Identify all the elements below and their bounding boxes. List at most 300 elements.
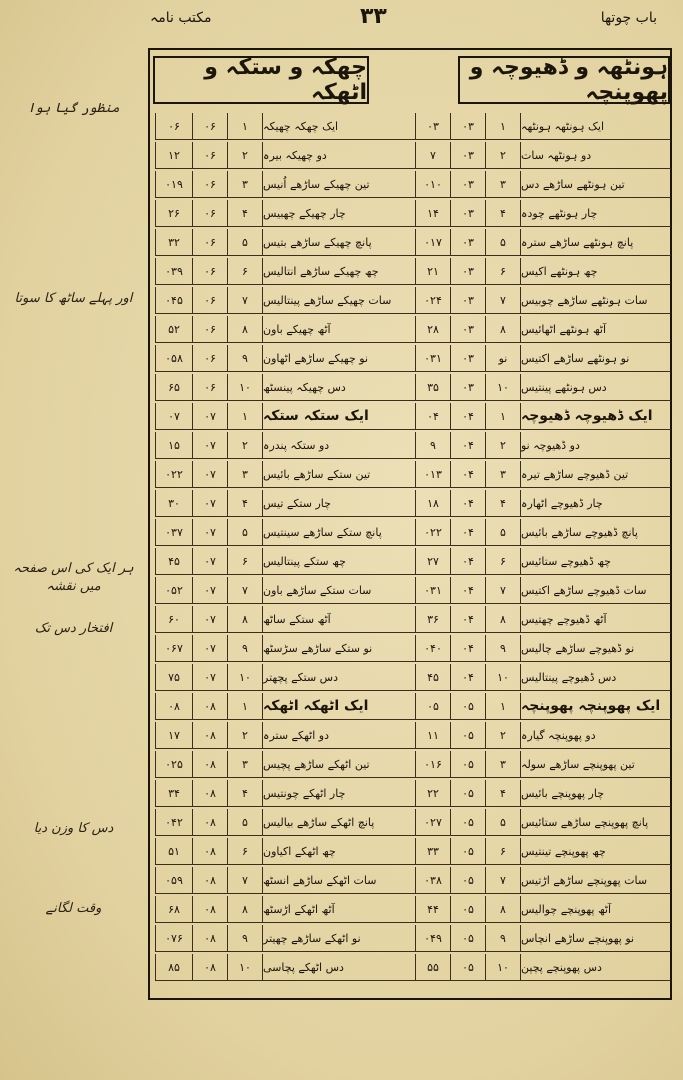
book-title-header: مکتب نامہ (150, 10, 212, 26)
count-cell: ۱۰ (227, 954, 262, 980)
rate-cell: ۰۶ (192, 316, 227, 342)
right-table-title: ہونٹھہ و ڈھیوچہ و پھوپنچہ (458, 56, 670, 104)
rate-cell: ۰۴ (450, 490, 485, 516)
product-cell: ۷۵ (155, 664, 192, 690)
name-cell: سات ستکے ساڑھے باون (262, 577, 415, 603)
name-cell: پانچ اٹھکے ساڑھے بیالیس (262, 809, 415, 835)
rate-cell: ۰۴ (450, 577, 485, 603)
product-cell: ۰۲۷ (415, 809, 450, 835)
count-cell: ۳ (227, 751, 262, 777)
count-cell: ۶ (227, 258, 262, 284)
count-cell: ۲ (485, 722, 520, 748)
name-cell: پانچ ہونٹھے ساڑھے سترہ (520, 229, 671, 255)
table-row (415, 809, 671, 836)
name-cell: دو ڈھیوچہ نو (520, 432, 671, 458)
product-cell: ۰۳۹ (155, 258, 192, 284)
count-cell: ۹ (485, 925, 520, 951)
table-row (155, 751, 415, 778)
count-cell: ۱ (485, 113, 520, 139)
name-cell: تین اٹھکے ساڑھے پچیس (262, 751, 415, 777)
table-row (415, 896, 671, 923)
table-row (415, 200, 671, 227)
name-cell: دس ستکے پچھتر (262, 664, 415, 690)
name-cell: ایک ڈھیوچہ ڈھیوچہ (520, 403, 671, 429)
rate-cell: ۰۶ (192, 258, 227, 284)
product-cell: ۳۳ (415, 838, 450, 864)
rate-cell: ۰۶ (192, 374, 227, 400)
count-cell: ۱۰ (485, 954, 520, 980)
name-cell: دس ڈھیوچے پینتالیس (520, 664, 671, 690)
table-row (415, 606, 671, 633)
rate-cell: ۰۸ (192, 693, 227, 719)
name-cell: سات ڈھیوچے ساڑھے اکتیس (520, 577, 671, 603)
product-cell: ۰۵۹ (155, 867, 192, 893)
name-cell: آٹھ ہونٹھے اٹھائیس (520, 316, 671, 342)
product-cell: ۰۱۹ (155, 171, 192, 197)
count-cell: ۲ (227, 722, 262, 748)
table-row (415, 722, 671, 749)
rate-cell: ۰۳ (450, 142, 485, 168)
count-cell: ۹ (227, 635, 262, 661)
name-cell: دو ہونٹھہ سات (520, 142, 671, 168)
product-cell: ۵۱ (155, 838, 192, 864)
rate-cell: ۰۵ (450, 867, 485, 893)
table-row (155, 287, 415, 314)
product-cell: ۲۶ (155, 200, 192, 226)
count-cell: ۷ (227, 867, 262, 893)
product-cell: ۳۴ (155, 780, 192, 806)
table-row (415, 925, 671, 952)
name-cell: چھ ڈھیوچے ستائیس (520, 548, 671, 574)
name-cell: آٹھ ستکے ساٹھ (262, 606, 415, 632)
product-cell: ۶۵ (155, 374, 192, 400)
table-row (415, 490, 671, 517)
product-cell: ۰۴۹ (415, 925, 450, 951)
product-cell: ۶۰ (155, 606, 192, 632)
count-cell: ۸ (227, 896, 262, 922)
rate-cell: ۰۸ (192, 722, 227, 748)
name-cell: ایک ہونٹھہ ہونٹھہ (520, 113, 671, 139)
table-row (155, 722, 415, 749)
product-cell: ۵۵ (415, 954, 450, 980)
count-cell: ۹ (485, 635, 520, 661)
rate-cell: ۰۵ (450, 780, 485, 806)
table-row (415, 403, 671, 430)
table-row (415, 751, 671, 778)
rate-cell: ۰۳ (450, 374, 485, 400)
count-cell: ۳ (485, 751, 520, 777)
table-row (415, 171, 671, 198)
name-cell: سات اٹھکے ساڑھے انسٹھ (262, 867, 415, 893)
count-cell: ۱ (227, 693, 262, 719)
count-cell: نو (485, 345, 520, 371)
name-cell: ایک اٹھکہ اٹھکہ (262, 693, 415, 719)
rate-cell: ۰۷ (192, 461, 227, 487)
rate-cell: ۰۴ (450, 432, 485, 458)
rate-cell: ۰۵ (450, 751, 485, 777)
product-cell: ۱۴ (415, 200, 450, 226)
product-cell: ۰۷۶ (155, 925, 192, 951)
count-cell: ۸ (227, 316, 262, 342)
name-cell: تین چھیکے ساڑھے اُنیس (262, 171, 415, 197)
product-cell: ۰۴۲ (155, 809, 192, 835)
rate-cell: ۰۳ (450, 171, 485, 197)
margin-note: اور پہلے ساٹھ کا سوتا (14, 291, 133, 306)
product-cell: ۳۰ (155, 490, 192, 516)
table-row (155, 432, 415, 459)
rate-cell: ۰۵ (450, 925, 485, 951)
rate-cell: ۰۳ (450, 316, 485, 342)
count-cell: ۵ (485, 809, 520, 835)
table-row (415, 142, 671, 169)
name-cell: نو چھیکے ساڑھے اٹھاون (262, 345, 415, 371)
product-cell: ۱۵ (155, 432, 192, 458)
count-cell: ۱ (485, 693, 520, 719)
rate-cell: ۰۸ (192, 954, 227, 980)
count-cell: ۸ (485, 606, 520, 632)
name-cell: دس اٹھکے پچاسی (262, 954, 415, 980)
rate-cell: ۰۸ (192, 896, 227, 922)
product-cell: ۰۱۰ (415, 171, 450, 197)
product-cell: ۲۸ (415, 316, 450, 342)
table-row (155, 403, 415, 430)
product-cell: ۰۴ (415, 403, 450, 429)
rate-cell: ۰۸ (192, 925, 227, 951)
rate-cell: ۰۶ (192, 142, 227, 168)
product-cell: ۰۴۰ (415, 635, 450, 661)
count-cell: ۷ (227, 287, 262, 313)
name-cell: دس ہونٹھے پینتیس (520, 374, 671, 400)
table-row (155, 519, 415, 546)
count-cell: ۴ (227, 200, 262, 226)
rate-cell: ۰۸ (192, 751, 227, 777)
product-cell: ۱۸ (415, 490, 450, 516)
name-cell: نو ہونٹھے ساڑھے اکتیس (520, 345, 671, 371)
name-cell: پانچ ڈھیوچے ساڑھے بائیس (520, 519, 671, 545)
product-cell: ۰۲۴ (415, 287, 450, 313)
name-cell: چھ اٹھکے اکیاون (262, 838, 415, 864)
table-row (415, 548, 671, 575)
count-cell: ۳ (227, 461, 262, 487)
name-cell: نو اٹھکے ساڑھے چھیتر (262, 925, 415, 951)
name-cell: تین ڈھیوچے ساڑھے تیرہ (520, 461, 671, 487)
count-cell: ۲ (485, 142, 520, 168)
table-row (155, 258, 415, 285)
count-cell: ۵ (227, 809, 262, 835)
product-cell: ۰۲۵ (155, 751, 192, 777)
rate-cell: ۰۷ (192, 577, 227, 603)
left-table-title: چھکہ و ستکہ و اٹھکہ (153, 56, 369, 104)
table-row (155, 577, 415, 604)
count-cell: ۱۰ (227, 664, 262, 690)
name-cell: دس پھوپنچے پچپن (520, 954, 671, 980)
name-cell: آٹھ ڈھیوچے چھتیس (520, 606, 671, 632)
count-cell: ۱ (227, 403, 262, 429)
count-cell: ۴ (485, 200, 520, 226)
table-row (155, 171, 415, 198)
count-cell: ۱ (485, 403, 520, 429)
name-cell: چھ ہونٹھے اکیس (520, 258, 671, 284)
rate-cell: ۰۴ (450, 461, 485, 487)
name-cell: آٹھ پھوپنچے چوالیس (520, 896, 671, 922)
page-number: ۳۳ (360, 4, 387, 29)
name-cell: چار اٹھکے چونتیس (262, 780, 415, 806)
count-cell: ۳ (485, 171, 520, 197)
name-cell: سات پھوپنچے ساڑھے اڑتیس (520, 867, 671, 893)
rate-cell: ۰۵ (450, 896, 485, 922)
product-cell: ۷ (415, 142, 450, 168)
table-row (155, 345, 415, 372)
table-row (415, 954, 671, 981)
product-cell: ۰۷ (155, 403, 192, 429)
product-cell: ۰۸ (155, 693, 192, 719)
table-row (155, 548, 415, 575)
count-cell: ۱۰ (485, 374, 520, 400)
product-cell: ۸۵ (155, 954, 192, 980)
table-row (415, 258, 671, 285)
table-row (415, 577, 671, 604)
table-row (155, 925, 415, 952)
rate-cell: ۰۶ (192, 200, 227, 226)
table-row (415, 838, 671, 865)
rate-cell: ۰۷ (192, 519, 227, 545)
chapter-header: باب چوتھا (600, 10, 657, 26)
product-cell: ۰۴۵ (155, 287, 192, 313)
rate-cell: ۰۶ (192, 113, 227, 139)
rate-cell: ۰۵ (450, 809, 485, 835)
name-cell: ایک چھکہ چھیکہ (262, 113, 415, 139)
count-cell: ۶ (227, 548, 262, 574)
table-row (155, 374, 415, 401)
count-cell: ۷ (485, 867, 520, 893)
product-cell: ۰۳۱ (415, 345, 450, 371)
rate-cell: ۰۶ (192, 229, 227, 255)
table-row (155, 867, 415, 894)
name-cell: چھ چھیکے ساڑھے انتالیس (262, 258, 415, 284)
count-cell: ۵ (485, 519, 520, 545)
name-cell: نو ستکے ساڑھے سڑسٹھ (262, 635, 415, 661)
count-cell: ۶ (485, 548, 520, 574)
product-cell: ۵۲ (155, 316, 192, 342)
count-cell: ۲ (485, 432, 520, 458)
table-row (155, 838, 415, 865)
product-cell: ۰۶۷ (155, 635, 192, 661)
product-cell: ۴۵ (415, 664, 450, 690)
count-cell: ۵ (227, 519, 262, 545)
table-row (415, 432, 671, 459)
table-row (155, 896, 415, 923)
rate-cell: ۰۴ (450, 548, 485, 574)
product-cell: ۳۶ (415, 606, 450, 632)
name-cell: چھ پھوپنچے تینتیس (520, 838, 671, 864)
product-cell: ۰۳۷ (155, 519, 192, 545)
name-cell: پانچ چھیکے ساڑھے بتیس (262, 229, 415, 255)
product-cell: ۰۵ (415, 693, 450, 719)
rate-cell: ۰۳ (450, 287, 485, 313)
table-row (415, 287, 671, 314)
name-cell: پانچ پھوپنچے ساڑھے ستائیس (520, 809, 671, 835)
table-row (415, 693, 671, 720)
rate-cell: ۰۴ (450, 519, 485, 545)
count-cell: ۳ (227, 171, 262, 197)
name-cell: نو پھوپنچے ساڑھے انچاس (520, 925, 671, 951)
name-cell: دس چھیکہ پینسٹھ (262, 374, 415, 400)
table-row (155, 229, 415, 256)
rate-cell: ۰۸ (192, 809, 227, 835)
table-row (415, 229, 671, 256)
rate-cell: ۰۷ (192, 664, 227, 690)
count-cell: ۱۰ (485, 664, 520, 690)
name-cell: ایک پھوپنچہ پھوپنچہ (520, 693, 671, 719)
rate-cell: ۰۴ (450, 606, 485, 632)
count-cell: ۴ (227, 490, 262, 516)
margin-note: وقت لگانے (45, 901, 102, 916)
product-cell: ۲۷ (415, 548, 450, 574)
name-cell: ایک ستکہ ستکہ (262, 403, 415, 429)
name-cell: چار ہونٹھے چودہ (520, 200, 671, 226)
rate-cell: ۰۴ (450, 403, 485, 429)
rate-cell: ۰۳ (450, 200, 485, 226)
name-cell: آٹھ اٹھکے اڑسٹھ (262, 896, 415, 922)
product-cell: ۰۵۸ (155, 345, 192, 371)
name-cell: چھ ستکے پینتالیس (262, 548, 415, 574)
rate-cell: ۰۴ (450, 635, 485, 661)
table-row (155, 200, 415, 227)
product-cell: ۰۳ (415, 113, 450, 139)
product-cell: ۰۳۸ (415, 867, 450, 893)
table-row (155, 113, 415, 140)
count-cell: ۹ (227, 925, 262, 951)
rate-cell: ۰۷ (192, 403, 227, 429)
count-cell: ۱۰ (227, 374, 262, 400)
product-cell: ۰۱۶ (415, 751, 450, 777)
name-cell: سات ہونٹھے ساڑھے چوبیس (520, 287, 671, 313)
rate-cell: ۰۳ (450, 345, 485, 371)
product-cell: ۰۲۲ (155, 461, 192, 487)
count-cell: ۳ (485, 461, 520, 487)
table-row (415, 519, 671, 546)
count-cell: ۶ (227, 838, 262, 864)
table-row (155, 142, 415, 169)
table-row (415, 867, 671, 894)
margin-note: ہر ایک کی اس صفحہ میں نقشہ (13, 561, 134, 594)
rate-cell: ۰۶ (192, 345, 227, 371)
count-cell: ۷ (485, 287, 520, 313)
product-cell: ۳۲ (155, 229, 192, 255)
product-cell: ۹ (415, 432, 450, 458)
table-row (415, 374, 671, 401)
margin-note: دس کا وزن دیا (33, 821, 114, 836)
table-row (155, 606, 415, 633)
name-cell: چار پھوپنچے بائیس (520, 780, 671, 806)
rate-cell: ۰۳ (450, 229, 485, 255)
margin-note: افتخار دس تک (34, 621, 113, 636)
product-cell: ۰۶ (155, 113, 192, 139)
table-row (155, 954, 415, 981)
table-row (415, 461, 671, 488)
name-cell: سات چھیکے ساڑھے پینتالیس (262, 287, 415, 313)
table-row (155, 780, 415, 807)
rate-cell: ۰۷ (192, 606, 227, 632)
table-row (155, 635, 415, 662)
name-cell: تین ہونٹھے ساڑھے دس (520, 171, 671, 197)
table-row (415, 316, 671, 343)
product-cell: ۰۵۲ (155, 577, 192, 603)
name-cell: چار چھیکے چھبیس (262, 200, 415, 226)
rate-cell: ۰۸ (192, 780, 227, 806)
product-cell: ۲۲ (415, 780, 450, 806)
rate-cell: ۰۷ (192, 635, 227, 661)
table-row (415, 664, 671, 691)
product-cell: ۲۱ (415, 258, 450, 284)
name-cell: تین ستکے ساڑھے بائیس (262, 461, 415, 487)
rate-cell: ۰۸ (192, 867, 227, 893)
rate-cell: ۰۵ (450, 722, 485, 748)
rate-cell: ۰۷ (192, 490, 227, 516)
count-cell: ۸ (227, 606, 262, 632)
count-cell: ۱ (227, 113, 262, 139)
table-row (415, 113, 671, 140)
product-cell: ۶۸ (155, 896, 192, 922)
rate-cell: ۰۵ (450, 693, 485, 719)
table-row (415, 345, 671, 372)
name-cell: دو چھیکہ بیرہ (262, 142, 415, 168)
count-cell: ۶ (485, 838, 520, 864)
count-cell: ۷ (227, 577, 262, 603)
name-cell: آٹھ چھیکے باون (262, 316, 415, 342)
table-row (155, 316, 415, 343)
table-row (155, 490, 415, 517)
count-cell: ۹ (227, 345, 262, 371)
product-cell: ۳۵ (415, 374, 450, 400)
rate-cell: ۰۸ (192, 838, 227, 864)
rate-cell: ۰۳ (450, 113, 485, 139)
name-cell: نو ڈھیوچے ساڑھے چالیس (520, 635, 671, 661)
rate-cell: ۰۶ (192, 287, 227, 313)
count-cell: ۴ (227, 780, 262, 806)
count-cell: ۸ (485, 316, 520, 342)
rate-cell: ۰۷ (192, 548, 227, 574)
product-cell: ۰۳۱ (415, 577, 450, 603)
rate-cell: ۰۷ (192, 432, 227, 458)
product-cell: ۰۱۳ (415, 461, 450, 487)
product-cell: ۴۵ (155, 548, 192, 574)
count-cell: ۲ (227, 142, 262, 168)
count-cell: ۸ (485, 896, 520, 922)
margin-note: منظور گیا ہوا (27, 101, 120, 116)
count-cell: ۵ (485, 229, 520, 255)
count-cell: ۲ (227, 432, 262, 458)
table-row (155, 693, 415, 720)
count-cell: ۵ (227, 229, 262, 255)
product-cell: ۱۷ (155, 722, 192, 748)
name-cell: پانچ ستکے ساڑھے سینتیس (262, 519, 415, 545)
table-row (155, 809, 415, 836)
product-cell: ۱۱ (415, 722, 450, 748)
count-cell: ۷ (485, 577, 520, 603)
name-cell: دو اٹھکے سترہ (262, 722, 415, 748)
product-cell: ۰۲۲ (415, 519, 450, 545)
rate-cell: ۰۵ (450, 954, 485, 980)
rate-cell: ۰۳ (450, 258, 485, 284)
name-cell: چار ستکے تیس (262, 490, 415, 516)
name-cell: دو ستکہ پندرہ (262, 432, 415, 458)
name-cell: تین پھوپنچے ساڑھے سولہ (520, 751, 671, 777)
count-cell: ۴ (485, 490, 520, 516)
name-cell: دو پھوپنچہ گیارہ (520, 722, 671, 748)
table-row (155, 461, 415, 488)
rate-cell: ۰۴ (450, 664, 485, 690)
